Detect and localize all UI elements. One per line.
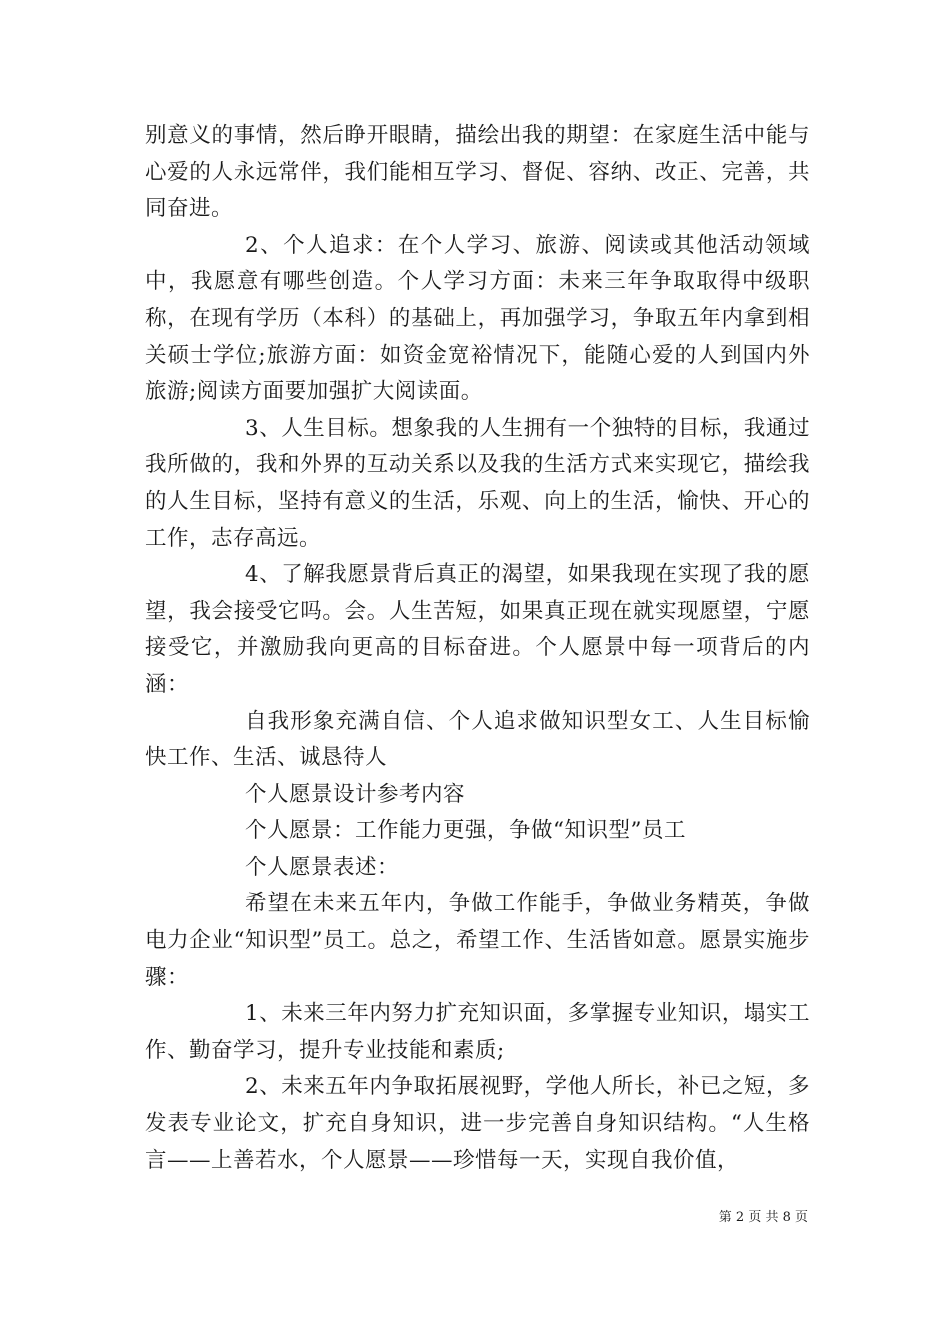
paragraph-step-2: 2、未来五年内争取拓展视野，学他人所长，补已之短，多发表专业论文，扩充自身知识，进一步完善自身知识结构。“人生格言——上善若水，个人愿景——珍惜每一天，实现自我价值，	[145, 1074, 810, 1173]
paragraph-personal-pursuit: 2、个人追求：在个人学习、旅游、阅读或其他活动领域中，我愿意有哪些创造。个人学习方面：未来三年争取取得中级职称，在现有学历（本科）的基础上，再加强学习，争取五年内拿到相关硕士学位;旅游方面：如资金宽裕情况下，能随心爱的人到国内外旅游;阅读方面要加强扩大阅读面。	[145, 232, 810, 405]
document-body	[145, 118, 810, 1179]
paragraph-vision-statement: 希望在未来五年内，争做工作能手，争做业务精英，争做电力企业“知识型”员工。总之，希望工作、生活皆如意。愿景实施步骤：	[145, 891, 810, 990]
page-number: 第 2 页 共 8 页	[718, 1210, 808, 1225]
paragraph-vision-statement-label: 个人愿景表述：	[245, 854, 400, 880]
paragraph-continued: 别意义的事情，然后睁开眼睛，描绘出我的期望：在家庭生活中能与心爱的人永远常伴，我们能相互学习、督促、容纳、改正、完善，共同奋进。	[145, 123, 810, 222]
paragraph-self-image: 自我形象充满自信、个人追求做知识型女工、人生目标愉快工作、生活、诚恳待人	[145, 708, 810, 771]
paragraph-reference-heading: 个人愿景设计参考内容	[245, 781, 466, 807]
paragraph-true-desire: 4、了解我愿景背后真正的渴望，如果我现在实现了我的愿望，我会接受它吗。会。人生苦短，如果真正现在就实现愿望，宁愿接受它，并激励我向更高的目标奋进。个人愿景中每一项背后的内涵：	[145, 562, 810, 697]
paragraph-vision: 个人愿景：工作能力更强，争做“知识型”员工	[245, 818, 686, 844]
paragraph-step-1: 1、未来三年内努力扩充知识面，多掌握专业知识，塌实工作、勤奋学习，提升专业技能和素质;	[145, 1001, 810, 1063]
paragraph-life-goal: 3、人生目标。想象我的人生拥有一个独特的目标，我通过我所做的，我和外界的互动关系以及我的生活方式来实现它，描绘我的人生目标，坚持有意义的生活，乐观、向上的生活，愉快、开心的工作，志存高远。	[145, 415, 810, 551]
